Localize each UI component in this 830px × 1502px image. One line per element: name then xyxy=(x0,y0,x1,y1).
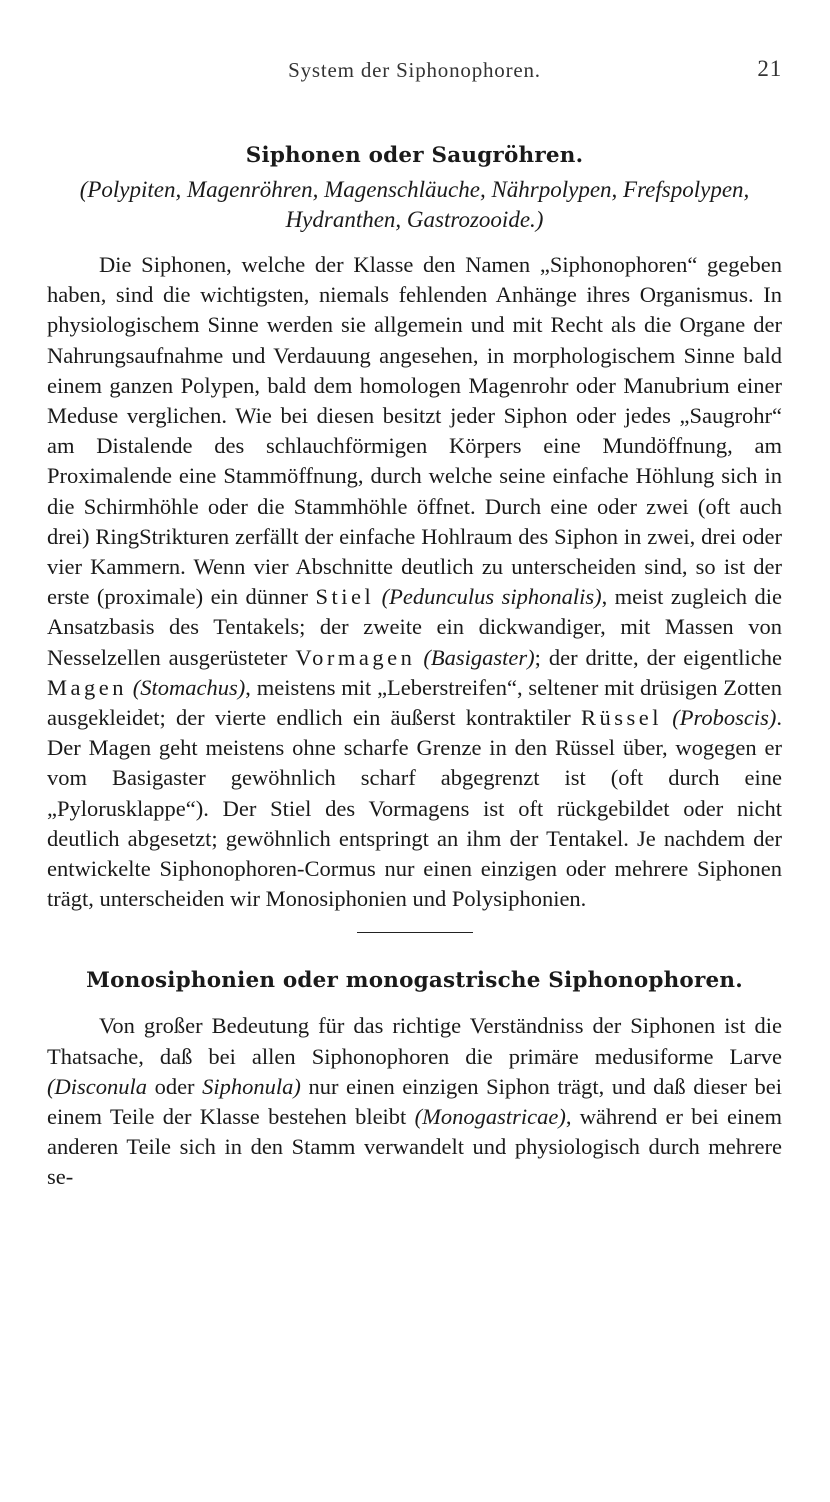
page-number: 21 xyxy=(757,56,782,81)
section-synonyms: (Polypiten, Magenröhren, Magenschläuche, Nährpolypen, Frefspolypen, Hydranthen, Gastrozooide.) xyxy=(79,177,750,232)
body-paragraph-siphonen: Die Siphonen, welche der Klasse den Namen „Siphonophoren“ gegeben haben, sind die wichtigsten, niemals fehlenden Anhänge ihres Organismus. In physiologischem Sinne werden sie allgemein und mit Recht als die Organe der Nahrungsaufnahme und Verdauung angesehen, in morphologischem Sinne bald einem ganzen Polypen, bald dem homologen Magenrohr oder Manubrium einer Meduse verglichen. Wie bei diesen besitzt jeder Siphon oder jedes „Saugrohr“ am Distalende des schlauchförmigen Körpers eine Mundöffnung, am Proximalende eine Stammöffnung, durch welche seine einfache Höhlung sich in die Schirmhöhle oder die Stammhöhle öffnet. Durch eine oder zwei (oft auch drei) RingStrikturen zerfällt der einfache Hohlraum des Siphon in zwei, drei oder vier Kammern. Wenn vier Abschnitte deutlich zu unterscheiden sind, so ist der erste (proximale) ein dünner Stiel (Pedunculus siphonalis), meist zugleich die Ansatzbasis des Tentakels; der zweite ein dickwandiger, mit Massen von Nesselzellen ausgerüsteter Vormagen (Basigaster); der dritte, der eigentliche Magen (Stomachus), meistens mit „Leberstreifen“, seltener mit drüsigen Zotten ausgekleidet; der vierte endlich ein äußerst kontraktiler Rüssel (Proboscis). Der Magen geht meistens ohne scharfe Grenze in den Rüssel über, wogegen er vom Basigaster gewöhnlich scharf abgegrenzt ist (oft durch eine „Pylorusklappe“). Der Stiel des Vormagens ist oft rückgebildet oder nicht deutlich abgesetzt; gewöhnlich entspringt an ihm der Tentakel. Je nachdem der entwickelte Siphonophoren-Cormus nur einen einzigen oder mehrere Siphonen trägt, unterscheiden wir Monosiphonien und Polysiphonien. xyxy=(47,252,783,912)
section-heading-monosiphonien: Monosiphonien oder monogastrische Siphonophoren. xyxy=(86,968,743,994)
section-divider xyxy=(357,932,473,933)
body-paragraph-monosiphonien: Von großer Bedeutung für das richtige Verständniss der Siphonen ist die Thatsache, daß bei allen Siphonophoren die primäre medusiforme Larve (Disconula oder Siphonula) nur einen einzigen Siphon trägt, und daß dieser bei einem Teile der Klasse bestehen bleibt (Monogastricae), während er bei einem anderen Teile sich in den Stamm verwandelt und physiologisch durch mehrere se- xyxy=(47,1013,782,1190)
running-head xyxy=(47,50,782,84)
book-page xyxy=(47,50,782,1193)
running-title: System der Siphonophoren. xyxy=(288,58,541,82)
section-heading-siphonen: Siphonen oder Saugröhren. xyxy=(245,143,584,168)
